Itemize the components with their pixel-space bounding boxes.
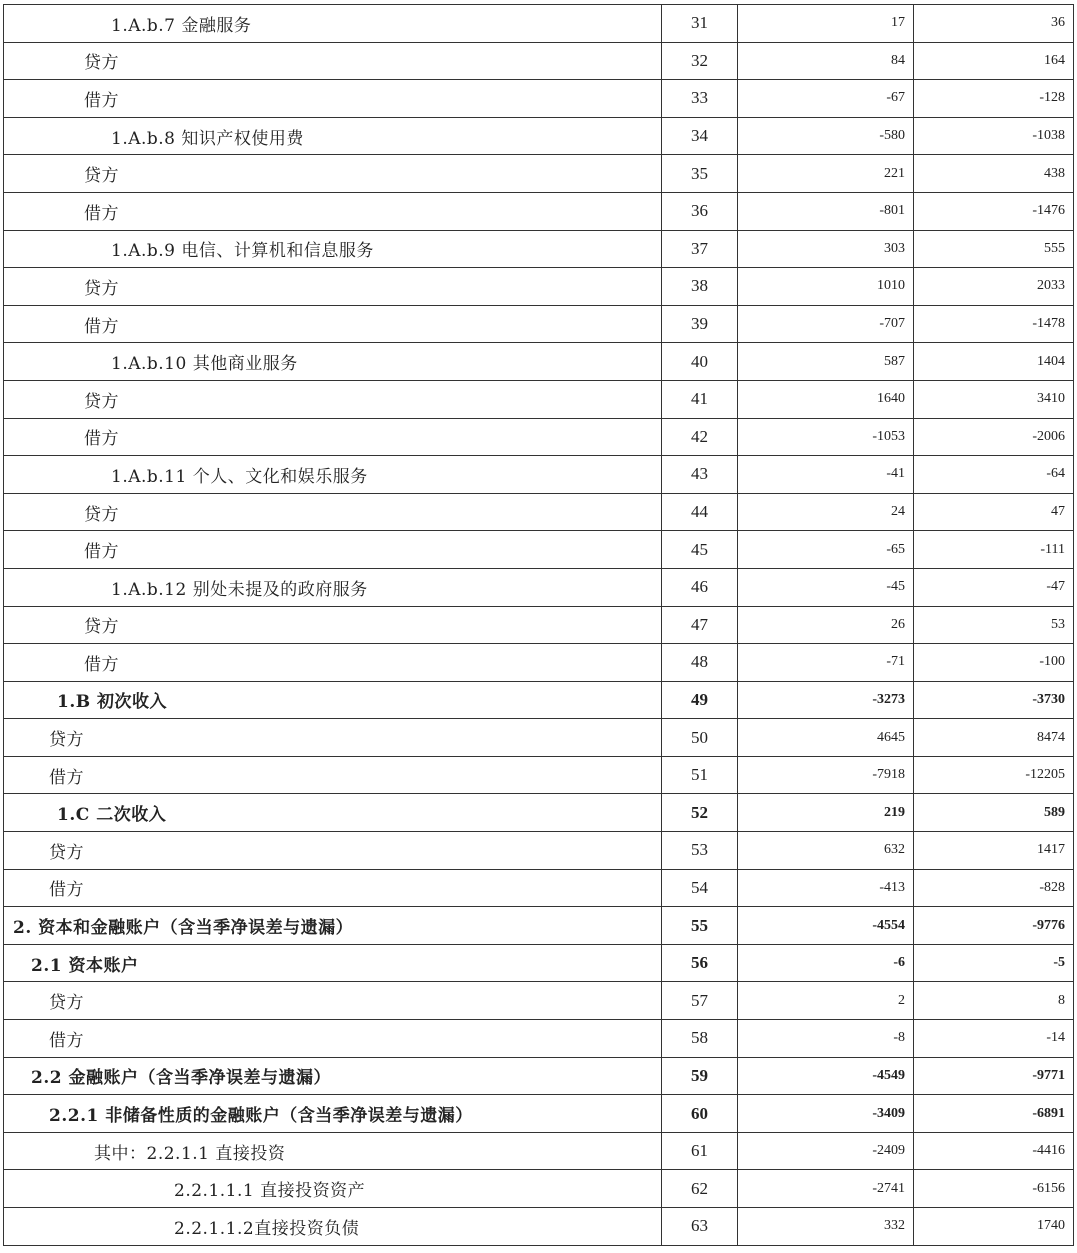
row-line-number: 53 (662, 832, 738, 870)
row-value-2: -5 (914, 944, 1074, 982)
row-value-2: 164 (914, 42, 1074, 80)
row-value-1: -41 (738, 456, 914, 494)
row-value-1: -580 (738, 117, 914, 155)
row-value-2: -828 (914, 869, 1074, 907)
table-row (4, 1020, 1074, 1058)
row-value-2: 1417 (914, 832, 1074, 870)
table-row (4, 343, 1074, 381)
row-line-number: 34 (662, 117, 738, 155)
row-line-number: 57 (662, 982, 738, 1020)
row-value-2: -1476 (914, 192, 1074, 230)
row-value-1: -7918 (738, 756, 914, 794)
row-line-number: 44 (662, 493, 738, 531)
row-line-number: 62 (662, 1170, 738, 1208)
row-line-number: 32 (662, 42, 738, 80)
row-line-number: 35 (662, 155, 738, 193)
row-label: 2.2.1 非储备性质的金融账户（含当季净误差与遗漏） (4, 1095, 662, 1133)
row-value-1: -413 (738, 869, 914, 907)
row-value-1: 84 (738, 42, 914, 80)
row-line-number: 60 (662, 1095, 738, 1133)
table-row (4, 305, 1074, 343)
table-row (4, 568, 1074, 606)
table-row (4, 832, 1074, 870)
row-value-1: -801 (738, 192, 914, 230)
row-line-number: 41 (662, 380, 738, 418)
row-value-2: 8474 (914, 719, 1074, 757)
row-value-2: -4416 (914, 1132, 1074, 1170)
row-label: 借方 (4, 644, 662, 682)
row-value-1: -45 (738, 568, 914, 606)
row-value-1: -67 (738, 80, 914, 118)
row-label: 贷方 (4, 42, 662, 80)
row-value-1: 587 (738, 343, 914, 381)
table-row (4, 1095, 1074, 1133)
row-value-1: -2741 (738, 1170, 914, 1208)
row-label: 借方 (4, 192, 662, 230)
row-line-number: 39 (662, 305, 738, 343)
row-line-number: 55 (662, 907, 738, 945)
row-value-2: -1038 (914, 117, 1074, 155)
row-label: 贷方 (4, 982, 662, 1020)
row-value-2: 2033 (914, 268, 1074, 306)
table-row (4, 268, 1074, 306)
table-row (4, 982, 1074, 1020)
row-label: 1.A.b.9 电信、计算机和信息服务 (4, 230, 662, 268)
row-value-1: 303 (738, 230, 914, 268)
row-value-1: 1640 (738, 380, 914, 418)
row-value-1: -71 (738, 644, 914, 682)
table-row (4, 155, 1074, 193)
row-line-number: 43 (662, 456, 738, 494)
row-value-1: 26 (738, 606, 914, 644)
row-value-2: -64 (914, 456, 1074, 494)
row-value-1: -6 (738, 944, 914, 982)
row-label: 贷方 (4, 832, 662, 870)
row-label: 1.B 初次收入 (4, 681, 662, 719)
row-value-1: 632 (738, 832, 914, 870)
row-value-1: -707 (738, 305, 914, 343)
table-row (4, 681, 1074, 719)
row-line-number: 51 (662, 756, 738, 794)
row-label: 其中：2.2.1.1 直接投资 (4, 1132, 662, 1170)
row-value-1: 17 (738, 5, 914, 43)
row-line-number: 50 (662, 719, 738, 757)
row-label: 1.A.b.11 个人、文化和娱乐服务 (4, 456, 662, 494)
table-row (4, 719, 1074, 757)
table-row (4, 531, 1074, 569)
row-line-number: 47 (662, 606, 738, 644)
row-label: 贷方 (4, 493, 662, 531)
row-value-1: 332 (738, 1208, 914, 1246)
row-value-1: -8 (738, 1020, 914, 1058)
table-row (4, 1208, 1074, 1246)
table-row (4, 418, 1074, 456)
table-row (4, 456, 1074, 494)
row-label: 1.A.b.7 金融服务 (4, 5, 662, 43)
table-row (4, 1057, 1074, 1095)
row-value-2: -111 (914, 531, 1074, 569)
row-label: 借方 (4, 80, 662, 118)
row-label: 贷方 (4, 606, 662, 644)
row-line-number: 37 (662, 230, 738, 268)
row-line-number: 42 (662, 418, 738, 456)
row-line-number: 52 (662, 794, 738, 832)
table-row (4, 794, 1074, 832)
row-line-number: 49 (662, 681, 738, 719)
row-value-1: -4549 (738, 1057, 914, 1095)
table-row (4, 42, 1074, 80)
row-value-2: 3410 (914, 380, 1074, 418)
row-label: 2.2.1.1.2直接投资负债 (4, 1208, 662, 1246)
row-label: 贷方 (4, 268, 662, 306)
row-label: 借方 (4, 305, 662, 343)
row-line-number: 61 (662, 1132, 738, 1170)
table-row (4, 606, 1074, 644)
table-row (4, 192, 1074, 230)
balance-of-payments-table (3, 4, 1074, 1246)
row-label: 借方 (4, 756, 662, 794)
row-value-2: 589 (914, 794, 1074, 832)
row-label: 借方 (4, 1020, 662, 1058)
table-row (4, 117, 1074, 155)
row-value-1: -65 (738, 531, 914, 569)
row-value-2: -1478 (914, 305, 1074, 343)
row-line-number: 31 (662, 5, 738, 43)
row-value-2: -3730 (914, 681, 1074, 719)
row-value-1: 4645 (738, 719, 914, 757)
table-row (4, 80, 1074, 118)
row-line-number: 54 (662, 869, 738, 907)
row-label: 2. 资本和金融账户（含当季净误差与遗漏） (4, 907, 662, 945)
row-line-number: 63 (662, 1208, 738, 1246)
table-row (4, 230, 1074, 268)
row-label: 2.2 金融账户（含当季净误差与遗漏） (4, 1057, 662, 1095)
row-value-1: 24 (738, 493, 914, 531)
row-value-1: -3409 (738, 1095, 914, 1133)
row-value-2: 36 (914, 5, 1074, 43)
row-label: 贷方 (4, 155, 662, 193)
row-label: 贷方 (4, 719, 662, 757)
row-label: 1.A.b.8 知识产权使用费 (4, 117, 662, 155)
table-row (4, 5, 1074, 43)
row-value-1: -2409 (738, 1132, 914, 1170)
row-value-1: 221 (738, 155, 914, 193)
row-line-number: 38 (662, 268, 738, 306)
row-label: 借方 (4, 418, 662, 456)
row-value-1: 219 (738, 794, 914, 832)
row-label: 借方 (4, 869, 662, 907)
table-row (4, 493, 1074, 531)
row-value-2: 555 (914, 230, 1074, 268)
row-label: 1.A.b.10 其他商业服务 (4, 343, 662, 381)
row-value-2: 47 (914, 493, 1074, 531)
row-value-1: 1010 (738, 268, 914, 306)
table-row (4, 869, 1074, 907)
row-value-2: -128 (914, 80, 1074, 118)
row-value-2: 1404 (914, 343, 1074, 381)
row-line-number: 46 (662, 568, 738, 606)
row-value-2: -6891 (914, 1095, 1074, 1133)
row-label: 1.A.b.12 别处未提及的政府服务 (4, 568, 662, 606)
table-row (4, 756, 1074, 794)
row-value-2: 53 (914, 606, 1074, 644)
row-value-2: -47 (914, 568, 1074, 606)
row-value-1: -1053 (738, 418, 914, 456)
row-value-2: -2006 (914, 418, 1074, 456)
row-line-number: 40 (662, 343, 738, 381)
row-value-2: -9771 (914, 1057, 1074, 1095)
row-line-number: 48 (662, 644, 738, 682)
row-label: 1.C 二次收入 (4, 794, 662, 832)
row-value-2: -12205 (914, 756, 1074, 794)
row-line-number: 56 (662, 944, 738, 982)
row-value-2: 438 (914, 155, 1074, 193)
row-value-2: 8 (914, 982, 1074, 1020)
row-value-1: 2 (738, 982, 914, 1020)
row-value-2: -6156 (914, 1170, 1074, 1208)
table-row (4, 1132, 1074, 1170)
row-value-1: -4554 (738, 907, 914, 945)
table-row (4, 1170, 1074, 1208)
row-value-2: 1740 (914, 1208, 1074, 1246)
row-value-2: -14 (914, 1020, 1074, 1058)
row-label: 借方 (4, 531, 662, 569)
row-label: 贷方 (4, 380, 662, 418)
table-row (4, 644, 1074, 682)
row-line-number: 58 (662, 1020, 738, 1058)
row-value-2: -100 (914, 644, 1074, 682)
table-row (4, 907, 1074, 945)
table-row (4, 380, 1074, 418)
row-line-number: 36 (662, 192, 738, 230)
row-value-2: -9776 (914, 907, 1074, 945)
row-label: 2.2.1.1.1 直接投资资产 (4, 1170, 662, 1208)
row-value-1: -3273 (738, 681, 914, 719)
table-row (4, 944, 1074, 982)
row-line-number: 59 (662, 1057, 738, 1095)
table-body (4, 5, 1074, 1246)
row-line-number: 33 (662, 80, 738, 118)
row-line-number: 45 (662, 531, 738, 569)
row-label: 2.1 资本账户 (4, 944, 662, 982)
